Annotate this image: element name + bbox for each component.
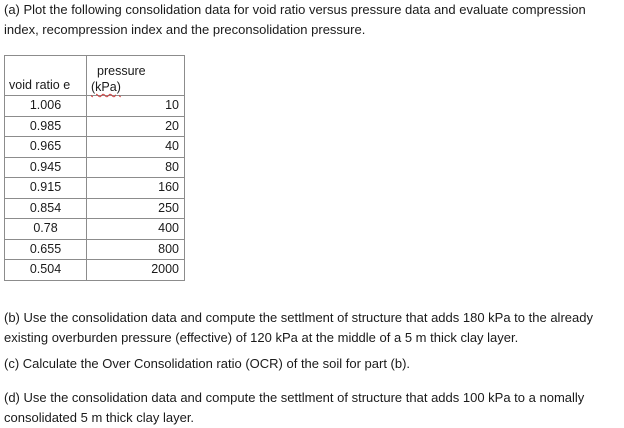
- pressure-cell: 20: [87, 116, 185, 137]
- header-pressure-unit: (kPa): [91, 80, 121, 94]
- pressure-cell: 2000: [87, 260, 185, 281]
- void-ratio-cell: 0.504: [5, 260, 87, 281]
- pressure-cell: 160: [87, 178, 185, 199]
- question-part-c: (c) Calculate the Over Consolidation ratio (OCR) of the soil for part (b).: [4, 356, 411, 371]
- consolidation-data-table: [4, 55, 185, 281]
- table-header-row: [5, 56, 185, 96]
- question-part-a: (a) Plot the following consolidation data for void ratio versus pressure data and evaluate compression index, recompression index and the preconsolidation pressure.: [4, 2, 586, 37]
- void-ratio-cell: 0.854: [5, 198, 87, 219]
- table-row: [5, 198, 185, 219]
- pressure-cell: 80: [87, 157, 185, 178]
- pressure-cell: 10: [87, 96, 185, 117]
- table-row: [5, 157, 185, 178]
- pressure-cell: 800: [87, 239, 185, 260]
- pressure-cell: 40: [87, 137, 185, 158]
- void-ratio-cell: 0.965: [5, 137, 87, 158]
- table-row: [5, 116, 185, 137]
- header-void-ratio: void ratio e: [5, 56, 87, 96]
- table-row: [5, 260, 185, 281]
- void-ratio-cell: 0.655: [5, 239, 87, 260]
- header-pressure: [87, 56, 185, 96]
- table-row: [5, 219, 185, 240]
- pressure-cell: 250: [87, 198, 185, 219]
- table-row: [5, 178, 185, 199]
- void-ratio-cell: 0.945: [5, 157, 87, 178]
- table-row: [5, 239, 185, 260]
- pressure-cell: 400: [87, 219, 185, 240]
- header-pressure-label: pressure: [97, 64, 146, 78]
- void-ratio-cell: 0.78: [5, 219, 87, 240]
- void-ratio-cell: 0.915: [5, 178, 87, 199]
- void-ratio-cell: 0.985: [5, 116, 87, 137]
- question-part-d: (d) Use the consolidation data and compute the settlment of structure that adds 100 kPa to a nomally consolidated 5 m thick clay layer.: [4, 390, 585, 425]
- table-row: [5, 96, 185, 117]
- question-part-b: (b) Use the consolidation data and compute the settlment of structure that adds 180 kPa to the already existing overburden pressure (effective) of 120 kPa at the middle of a 5 m thick clay layer.: [4, 310, 593, 345]
- table-row: [5, 137, 185, 158]
- void-ratio-cell: 1.006: [5, 96, 87, 117]
